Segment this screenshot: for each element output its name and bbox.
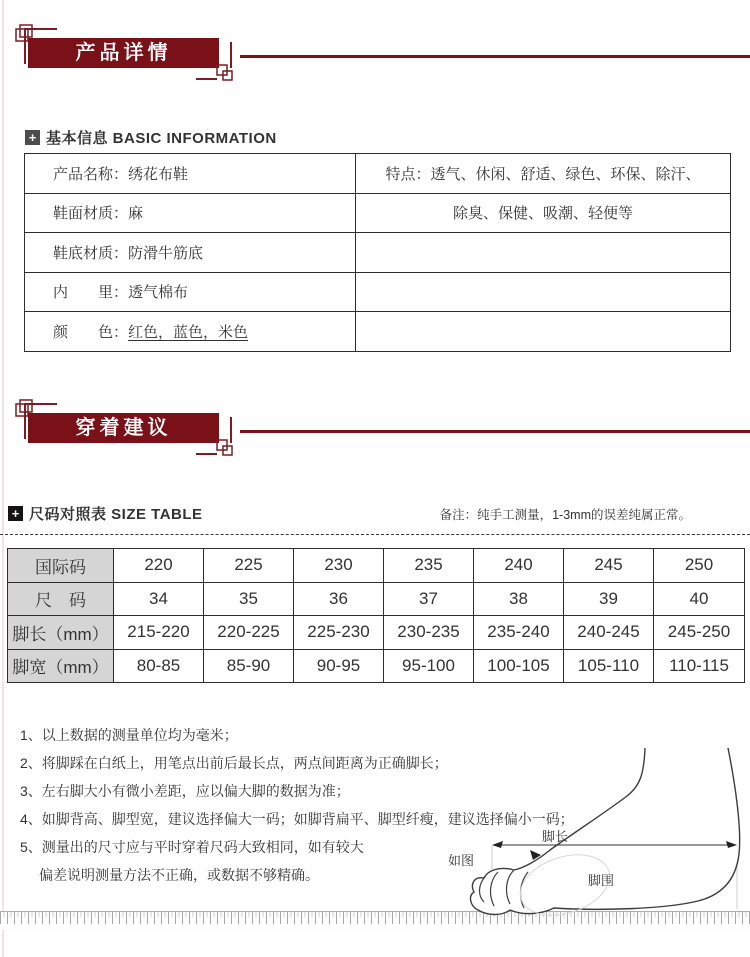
table-row: [25, 272, 731, 312]
accent-divider-line: [240, 55, 750, 58]
size-cell: 35: [204, 582, 294, 616]
foot-girth-label: 脚围: [588, 873, 615, 888]
note-line: 1、以上数据的测量单位均为毫米；: [20, 727, 238, 743]
banner-wearing-advice-label: 穿着建议: [75, 417, 172, 439]
table-row: [8, 616, 745, 650]
basic-info-table: [24, 153, 731, 352]
colors-cell: [25, 312, 356, 352]
table-row: [8, 549, 745, 583]
accent-divider-line: [240, 430, 750, 433]
sole-material-cell: [25, 233, 356, 273]
dashed-divider: [0, 534, 750, 535]
table-row: [25, 312, 731, 352]
size-cell: 250: [654, 549, 745, 583]
row-header: 国际码: [8, 549, 114, 583]
row-header: 脚长（mm）: [8, 616, 114, 650]
field-value: 绣花布鞋: [128, 165, 189, 183]
size-cell: 39: [564, 582, 654, 616]
field-label: 鞋面材质：: [53, 205, 129, 223]
size-cell: 105-110: [564, 649, 654, 683]
size-cell: 220: [114, 549, 204, 583]
size-cell: 38: [474, 582, 564, 616]
features-cell-line1: 特点：透气、休闲、舒适、绿色、环保、除汗、: [356, 154, 731, 194]
as-shown-label: 如图: [448, 853, 475, 868]
note-line: 5、测量出的尺寸应与平时穿着尺码大致相同，如有较大: [20, 839, 364, 855]
size-cell: 230: [294, 549, 384, 583]
size-cell: 40: [654, 582, 745, 616]
size-cell: 235: [384, 549, 474, 583]
size-cell: 100-105: [474, 649, 564, 683]
banner-product-details: [28, 38, 219, 68]
size-cell: 235-240: [474, 616, 564, 650]
row-header: 尺 码: [8, 582, 114, 616]
size-cell: 240: [474, 549, 564, 583]
size-table-title: 尺码对照表 SIZE TABLE: [29, 506, 203, 523]
features-cell-line2: 除臭、保健、吸潮、轻便等: [356, 193, 731, 233]
note-line-continuation: 偏差说明测量方法不正确，或数据不够精确。: [39, 867, 319, 883]
size-cell: 230-235: [384, 616, 474, 650]
table-row: [25, 193, 731, 233]
size-cell: 110-115: [654, 649, 745, 683]
size-cell: 95-100: [384, 649, 474, 683]
plus-icon: +: [25, 130, 40, 145]
row-header: 脚宽（mm）: [8, 649, 114, 683]
size-table: [7, 548, 745, 683]
field-value: 防滑牛筋底: [128, 244, 204, 262]
field-label: 颜 色：: [53, 323, 129, 341]
table-row: [25, 233, 731, 273]
foot-length-label: 脚长: [542, 829, 569, 844]
size-cell: 220-225: [204, 616, 294, 650]
chinese-knot-icon: [194, 417, 242, 459]
banner-product-details-label: 产品详情: [75, 42, 172, 64]
note-line: 4、如脚背高、脚型宽，建议选择偏大一码；如脚背扁平、脚型纤瘦，建议选择偏小一码；: [20, 811, 574, 827]
basic-info-title: 基本信息 BASIC INFORMATION: [46, 130, 277, 147]
field-value: 麻: [128, 205, 144, 223]
size-table-heading: [8, 503, 203, 524]
arrowhead-left-icon: [492, 841, 503, 848]
size-cell: 225-230: [294, 616, 384, 650]
field-label: 鞋底材质：: [53, 244, 129, 262]
table-row: [8, 649, 745, 683]
field-label: 产品名称：: [53, 165, 129, 183]
banner-wearing-advice: [28, 413, 219, 443]
size-cell: 34: [114, 582, 204, 616]
size-cell: 245-250: [654, 616, 745, 650]
size-cell: 36: [294, 582, 384, 616]
table-row: [25, 154, 731, 194]
size-cell: 90-95: [294, 649, 384, 683]
plus-icon: +: [8, 506, 23, 521]
size-cell: 37: [384, 582, 474, 616]
foot-measurement-diagram: [430, 738, 750, 933]
measurement-note: 备注：纯手工测量，1-3mm的误差纯属正常。: [439, 508, 691, 522]
field-value: 透气棉布: [128, 284, 189, 302]
size-cell: 245: [564, 549, 654, 583]
chinese-knot-icon: [194, 42, 242, 84]
size-cell: 240-245: [564, 616, 654, 650]
color-options-text: 红色，蓝色，米色: [128, 323, 249, 341]
size-cell: 85-90: [204, 649, 294, 683]
note-line: 3、左右脚大小有微小差距，应以偏大脚的数据为准；: [20, 783, 350, 799]
table-row: [8, 582, 745, 616]
upper-material-cell: [25, 193, 356, 233]
empty-cell: [356, 272, 731, 312]
left-edge-line: [2, 0, 4, 957]
basic-info-heading: [25, 127, 277, 148]
size-cell: 215-220: [114, 616, 204, 650]
note-line: 2、将脚踩在白纸上，用笔点出前后最长点，两点间距离为正确脚长；: [20, 755, 448, 771]
size-cell: 80-85: [114, 649, 204, 683]
product-name-cell: [25, 154, 356, 194]
empty-cell: [356, 233, 731, 273]
lining-cell: [25, 272, 356, 312]
empty-cell: [356, 312, 731, 352]
size-cell: 225: [204, 549, 294, 583]
field-label: 内 里：: [53, 284, 129, 302]
